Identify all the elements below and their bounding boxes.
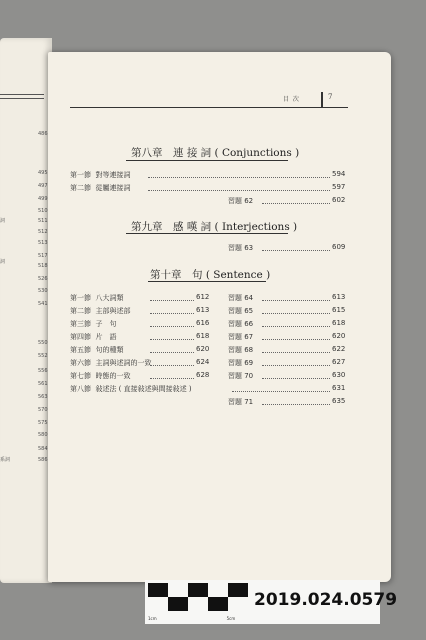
section-number: 第二節 xyxy=(70,307,91,315)
toc-row xyxy=(70,183,130,193)
leader-dots xyxy=(262,404,330,405)
chapter-8-title: 第八章 連 接 詞 ( Conjunctions ) xyxy=(131,147,300,159)
section-number: 第七節 xyxy=(70,372,91,380)
section-title: 時態的一致 xyxy=(95,372,131,380)
page-ref: 616 xyxy=(196,319,210,327)
section-number: 第六節 xyxy=(70,359,91,367)
leader-dots xyxy=(150,326,194,327)
section-title: 八大詞類 xyxy=(95,294,124,302)
leader-dots xyxy=(150,313,194,314)
left-page-number: 486 xyxy=(38,131,48,137)
section-title: 主詞與述詞的一致 xyxy=(95,359,152,367)
section-title: 敍述法 ( 直接敍述與間接敍述 ) xyxy=(95,385,192,393)
leader-dots xyxy=(262,378,330,379)
page-ref: 615 xyxy=(332,306,346,314)
page-ref: 597 xyxy=(332,183,346,191)
left-page-number: 556 xyxy=(38,368,48,374)
exercise-label: 習題 67 xyxy=(228,333,254,341)
exercise-label: 習題 65 xyxy=(228,307,254,315)
page-ref: 622 xyxy=(332,345,346,353)
exercise-label: 習題 69 xyxy=(228,359,254,367)
exercise-label: 習題 70 xyxy=(228,372,254,380)
leader-dots xyxy=(262,365,330,366)
toc-row xyxy=(70,332,116,342)
left-page-number: 511 xyxy=(38,218,48,224)
left-page-number: 497 xyxy=(38,183,48,189)
chapter-9-title: 第九章 感 嘆 詞 ( Interjections ) xyxy=(131,221,298,233)
left-page-number: 563 xyxy=(38,394,48,400)
page-ref: 613 xyxy=(332,293,346,301)
page-ref: 628 xyxy=(196,371,210,379)
toc-row xyxy=(70,319,116,329)
left-page xyxy=(0,38,52,583)
exercise-label: 習題 63 xyxy=(228,244,254,252)
page-ref: 613 xyxy=(196,306,210,314)
toc-row xyxy=(70,306,130,316)
exercise-label: 習題 66 xyxy=(228,320,254,328)
left-page-number: 550 xyxy=(38,340,48,346)
leader-dots xyxy=(262,203,330,204)
scale-ruler xyxy=(148,616,235,621)
page-ref: 602 xyxy=(332,196,346,204)
page-ref: 627 xyxy=(332,358,346,366)
page-number: 7 xyxy=(328,93,333,101)
left-page-number: 526 xyxy=(38,276,48,282)
exercise-label: 習題 62 xyxy=(228,197,254,205)
section-title: 對等連接詞 xyxy=(95,171,131,179)
left-rule xyxy=(0,94,44,95)
left-page-number: 517 xyxy=(38,253,48,259)
chapter-9-underline xyxy=(126,233,288,234)
left-rule xyxy=(0,98,44,99)
left-page-number: 552 xyxy=(38,353,48,359)
header-rule xyxy=(70,107,348,108)
left-page-number: 570 xyxy=(38,407,48,413)
leader-dots xyxy=(150,300,194,301)
leader-dots xyxy=(232,391,330,392)
left-page-number: 495 xyxy=(38,170,48,176)
leader-dots xyxy=(262,300,330,301)
section-number: 第一節 xyxy=(70,294,91,302)
left-page-number: 586 xyxy=(38,457,48,463)
left-page-fragment: 詞 xyxy=(0,259,6,265)
page-ref: 631 xyxy=(332,384,346,392)
exercise-label: 習題 64 xyxy=(228,294,254,302)
left-page-number: 561 xyxy=(38,381,48,387)
section-number: 第二節 xyxy=(70,184,91,192)
left-page-number: 512 xyxy=(38,229,48,235)
running-header-title: 目 次 xyxy=(283,96,300,103)
page-ref: 635 xyxy=(332,397,346,405)
left-page-fragment: 詞 xyxy=(0,218,6,224)
ruler-label-right: 5cm xyxy=(226,616,236,621)
chapter-8-underline xyxy=(126,160,288,161)
toc-row xyxy=(70,358,151,368)
page-ref: 594 xyxy=(332,170,346,178)
leader-dots xyxy=(262,326,330,327)
section-title: 片 語 xyxy=(95,333,117,341)
color-checker xyxy=(148,583,248,619)
section-number: 第五節 xyxy=(70,346,91,354)
left-page-number: 530 xyxy=(38,288,48,294)
page-ref: 620 xyxy=(196,345,210,353)
section-title: 從屬連接詞 xyxy=(95,184,131,192)
left-page-number: 510 xyxy=(38,208,48,214)
toc-row xyxy=(70,371,130,381)
section-number: 第三節 xyxy=(70,320,91,328)
section-number: 第八節 xyxy=(70,385,91,393)
left-page-number: 580 xyxy=(38,432,48,438)
exercise-label: 習題 68 xyxy=(228,346,254,354)
left-page-number: 541 xyxy=(38,301,48,307)
left-page-number: 513 xyxy=(38,240,48,246)
leader-dots xyxy=(148,190,330,191)
left-page-fragment: 系詞 xyxy=(0,457,11,463)
left-page-number: 499 xyxy=(38,196,48,202)
page-ref: 624 xyxy=(196,358,210,366)
section-number: 第四節 xyxy=(70,333,91,341)
right-page xyxy=(48,52,391,582)
page-ref: 612 xyxy=(196,293,210,301)
ruler-label-left: 1cm xyxy=(148,616,157,621)
leader-dots xyxy=(150,365,194,366)
section-title: 句的種類 xyxy=(95,346,124,354)
page-ref: 620 xyxy=(332,332,346,340)
left-page-number: 518 xyxy=(38,263,48,269)
chapter-10-underline xyxy=(148,281,266,282)
section-title: 主部與述部 xyxy=(95,307,131,315)
section-title: 子 句 xyxy=(95,320,117,328)
leader-dots xyxy=(262,352,330,353)
accession-number: 2019.024.0579 xyxy=(254,590,398,610)
leader-dots xyxy=(262,250,330,251)
toc-row xyxy=(70,345,123,355)
toc-row xyxy=(70,384,192,394)
leader-dots xyxy=(148,177,330,178)
exercise-label: 習題 71 xyxy=(228,398,254,406)
toc-row xyxy=(70,170,130,180)
leader-dots xyxy=(150,339,194,340)
leader-dots xyxy=(150,378,194,379)
left-page-number: 584 xyxy=(38,446,48,452)
chapter-10-title: 第十章 句 ( Sentence ) xyxy=(150,269,271,281)
header-bar xyxy=(321,92,323,107)
leader-dots xyxy=(150,352,194,353)
leader-dots xyxy=(262,313,330,314)
page-ref: 630 xyxy=(332,371,346,379)
left-page-number: 575 xyxy=(38,420,48,426)
page-ref: 609 xyxy=(332,243,346,251)
toc-row xyxy=(70,293,123,303)
page-ref: 618 xyxy=(196,332,210,340)
section-number: 第一節 xyxy=(70,171,91,179)
page-ref: 618 xyxy=(332,319,346,327)
leader-dots xyxy=(262,339,330,340)
